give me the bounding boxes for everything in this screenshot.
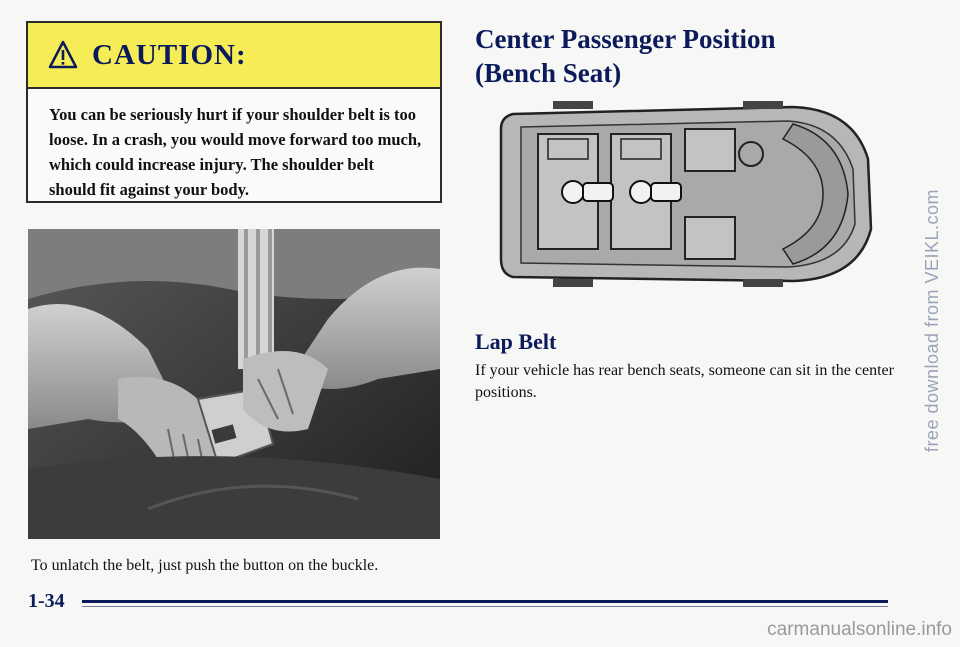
- footer-site: carmanualsonline.info: [767, 619, 952, 640]
- buckle-photo: [28, 229, 440, 539]
- page-rule: [82, 600, 888, 603]
- warning-triangle-icon: [48, 40, 78, 70]
- section-title-line1: Center Passenger Position: [475, 24, 776, 54]
- caution-header: [28, 23, 440, 89]
- passenger-figure-rear: [562, 181, 613, 203]
- watermark-text: free download from VEIKL.com: [922, 188, 943, 452]
- section-title: [475, 22, 775, 90]
- caution-box: [26, 21, 442, 203]
- section-title-line2: (Bench Seat): [475, 58, 622, 88]
- lap-belt-heading: Lap Belt: [475, 329, 557, 354]
- passenger-figure-middle: [630, 181, 681, 203]
- caution-title: CAUTION:: [92, 38, 247, 71]
- page-number: 1-34: [28, 590, 65, 612]
- photo-caption: To unlatch the belt, just push the button on the buckle.: [31, 557, 379, 574]
- site-watermark: [918, 20, 948, 620]
- caution-text: You can be seriously hurt if your shoulder belt is too loose. In a crash, you would move forward too much, which could increase injury. The shoulder belt should fit against your body.: [49, 105, 422, 199]
- vehicle-seating-diagram: [493, 99, 873, 289]
- page-rule-thin: [82, 606, 888, 607]
- lap-belt-text: If your vehicle has rear bench seats, someone can sit in the center positions.: [475, 362, 894, 401]
